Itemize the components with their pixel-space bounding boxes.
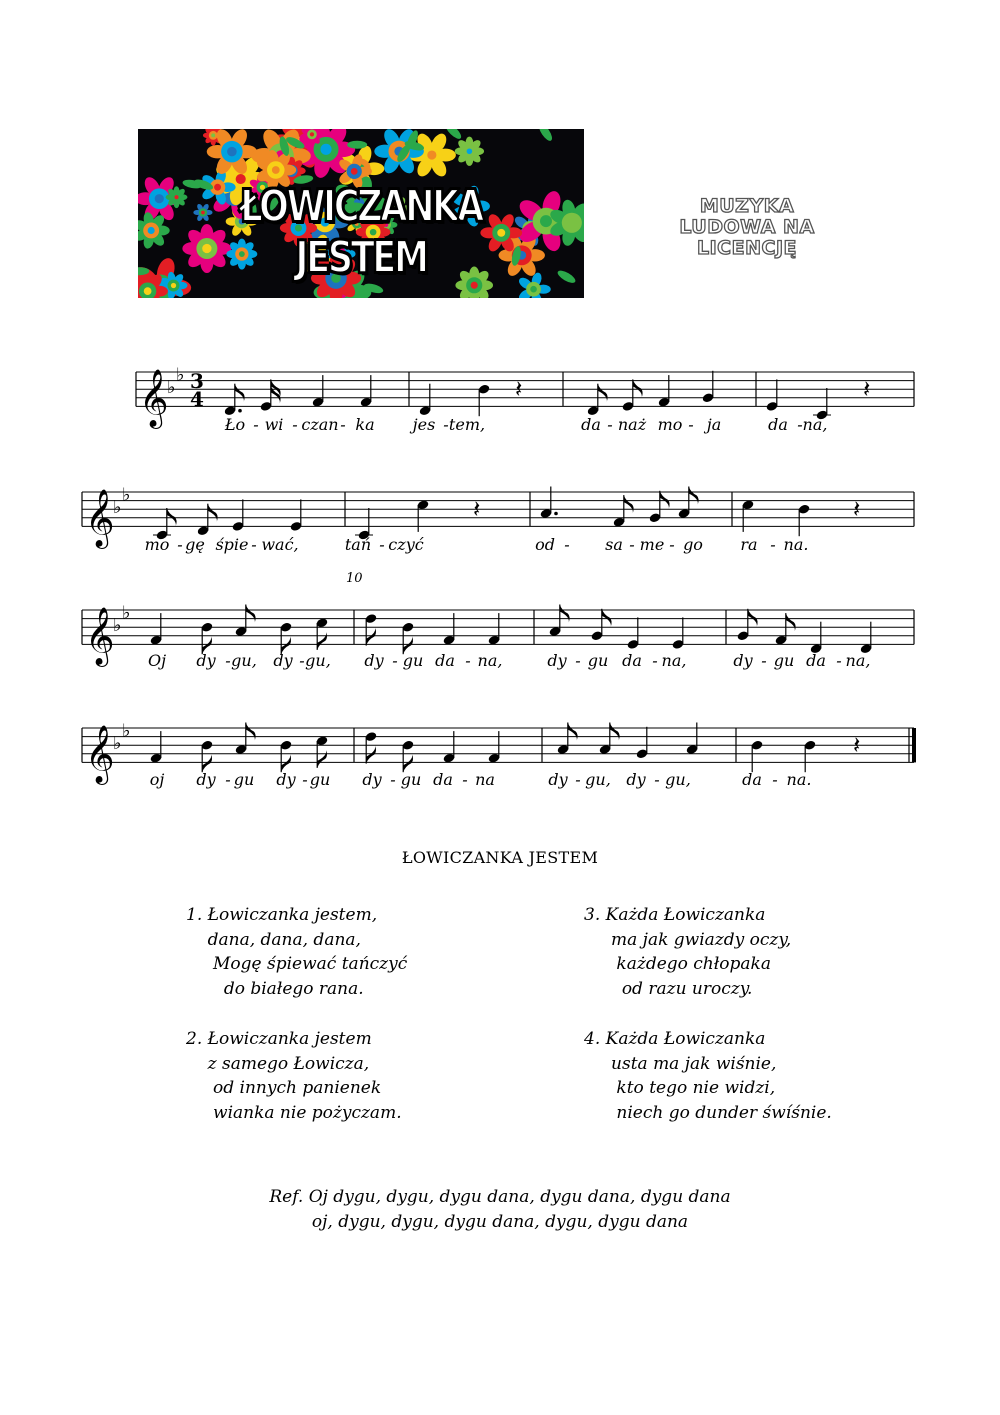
- staff-system: [82, 720, 916, 789]
- lyric-syllable: Oj: [147, 651, 167, 670]
- note: [742, 499, 755, 532]
- lyric-syllable: -: [225, 651, 231, 670]
- note: [549, 605, 570, 638]
- note: [360, 375, 373, 408]
- note: [804, 740, 817, 773]
- lyric-syllable: -: [299, 651, 305, 670]
- verse-line: wianka nie pożyczam.: [186, 1102, 402, 1123]
- lyric-syllable: da: [581, 415, 601, 434]
- lyric-syllable: dy: [273, 651, 293, 670]
- verse-line: Mogę śpiewać tańczyć: [186, 954, 408, 974]
- note: [260, 379, 281, 412]
- note: [702, 371, 715, 404]
- note-flag: [246, 605, 256, 623]
- note: [443, 613, 456, 646]
- verse-3: [584, 903, 791, 1001]
- note: [678, 487, 699, 520]
- note: [587, 384, 608, 417]
- note: [798, 504, 811, 537]
- lyric-syllable: da: [806, 651, 826, 670]
- lyric-syllable: -: [253, 415, 259, 434]
- lyric-syllable: go: [683, 535, 703, 554]
- flower-icon: [455, 137, 484, 166]
- banner-title: ŁOWICZANKA JESTEM: [240, 181, 482, 283]
- note-flag: [366, 628, 376, 646]
- lyric-syllable: -: [251, 535, 257, 554]
- lyric-syllable: gu: [309, 770, 331, 789]
- note-flag: [560, 605, 570, 623]
- lyric-syllable: -: [443, 415, 449, 434]
- lyric-syllable: gę: [185, 535, 205, 554]
- note: [201, 740, 214, 773]
- note: [591, 609, 612, 642]
- note: [613, 495, 634, 528]
- lyric-syllable: me: [639, 535, 665, 554]
- lyric-syllable: da: [435, 651, 455, 670]
- lyric-syllable: czan: [301, 415, 339, 434]
- lyric-syllable: na,: [477, 651, 503, 670]
- note: [365, 731, 378, 764]
- note-flag: [660, 491, 670, 509]
- lyric-syllable: -: [654, 770, 660, 789]
- lyric-syllable: -: [669, 535, 675, 554]
- verse-2: [186, 1027, 402, 1125]
- note: [316, 617, 329, 650]
- lyric-syllable: mo: [144, 535, 170, 554]
- flat-icon: ♭: [122, 484, 131, 506]
- verse-line: niech go dunder śwíśnie.: [584, 1102, 832, 1123]
- lyric-syllable: na.: [783, 535, 809, 554]
- lyric-syllable: czyć: [388, 535, 424, 554]
- lyric-syllable: dy: [276, 770, 296, 789]
- licence-logo: [662, 196, 832, 259]
- staff-system: [136, 364, 914, 434]
- lyric-syllable: da: [768, 415, 788, 434]
- lyric-syllable: -: [770, 535, 776, 554]
- note: [224, 384, 245, 417]
- lyric-syllable: dy: [548, 770, 568, 789]
- note: [312, 375, 325, 408]
- note-flag: [246, 723, 256, 741]
- verse-line: 3. Każda Łowiczanka: [584, 905, 766, 925]
- note-flag: [235, 384, 245, 402]
- note: [540, 487, 558, 520]
- lyric-syllable: -: [302, 770, 308, 789]
- note: [443, 731, 456, 764]
- verse-line: kto tego nie widzi,: [584, 1078, 776, 1098]
- lyric-syllable: -: [836, 651, 842, 670]
- note-flag: [598, 384, 608, 402]
- quarter-rest-icon: 𝄽: [853, 731, 861, 759]
- verse-line: dana, dana, dana,: [186, 929, 361, 950]
- lyric-syllable: na,: [845, 651, 871, 670]
- lyric-syllable: -: [225, 770, 231, 789]
- lyric-syllable: -: [772, 770, 778, 789]
- lyric-syllable: -: [340, 415, 346, 434]
- note: [488, 613, 501, 646]
- lyric-syllable: da: [433, 770, 453, 789]
- lyric-syllable: -: [797, 415, 803, 434]
- verse-line: usta ma jak wiśnie,: [584, 1053, 777, 1074]
- sheet-music: [0, 330, 1000, 800]
- note: [197, 504, 218, 537]
- note-flag: [317, 750, 327, 768]
- flat-icon: ♭: [176, 364, 185, 386]
- note: [599, 723, 620, 756]
- treble-clef-icon: 𝄞: [85, 606, 115, 665]
- note: [737, 609, 758, 642]
- lyric-syllable: gu,: [305, 651, 331, 670]
- lyric-syllable: sa: [605, 535, 623, 554]
- lyric-syllable: tań: [344, 535, 372, 554]
- verse-line: 2. Łowiczanka jestem: [186, 1029, 372, 1049]
- note-flag: [317, 632, 327, 650]
- note: [365, 613, 378, 646]
- lyric-syllable: gu: [400, 770, 422, 789]
- quarter-rest-icon: 𝄽: [473, 495, 481, 523]
- note: [488, 731, 501, 764]
- note: [658, 375, 671, 408]
- lyric-syllable: -: [392, 651, 398, 670]
- lyric-syllable: wać,: [261, 535, 299, 554]
- note: [636, 727, 649, 760]
- treble-clef-icon: 𝄞: [139, 368, 169, 427]
- chorus-line: Ref. Oj dygu, dygu, dygu dana, dygu dana, dygu dana: [269, 1187, 731, 1207]
- lyric-syllable: mo: [657, 415, 683, 434]
- flat-icon: ♭: [122, 720, 131, 742]
- note: [672, 617, 685, 650]
- lyric-syllable: gu,: [231, 651, 257, 670]
- leaf-icon: [556, 268, 577, 285]
- note-flag: [208, 504, 218, 522]
- lyric-syllable: da: [622, 651, 642, 670]
- note: [860, 622, 873, 655]
- lyric-syllable: dy: [196, 770, 216, 789]
- lyric-syllable: dy: [547, 651, 567, 670]
- note-flag: [689, 487, 699, 505]
- note-flag: [602, 609, 612, 627]
- verse-4: [584, 1027, 832, 1125]
- note-flag: [610, 723, 620, 741]
- treble-clef-icon: 𝄞: [85, 724, 115, 783]
- lyric-syllable: -: [688, 415, 694, 434]
- lyric-syllable: -: [462, 770, 468, 789]
- quarter-rest-icon: 𝄽: [853, 495, 861, 523]
- flat-icon: ♭: [113, 497, 122, 519]
- lyric-syllable: gu,: [585, 770, 611, 789]
- lyric-syllable: -: [177, 535, 183, 554]
- note: [751, 740, 764, 773]
- lyric-syllable: gu,: [665, 770, 691, 789]
- lyric-syllable: gu: [233, 770, 255, 789]
- note: [627, 617, 640, 650]
- lyric-syllable: dy: [196, 651, 216, 670]
- lyric-syllable: ja: [706, 415, 722, 434]
- verse-1: [186, 903, 407, 1001]
- flat-icon: ♭: [122, 602, 131, 624]
- note: [686, 723, 699, 756]
- lyric-syllable: na,: [802, 415, 828, 434]
- flat-icon: ♭: [113, 733, 122, 755]
- flat-icon: ♭: [167, 377, 176, 399]
- note: [557, 723, 578, 756]
- licence-line: LICENCJĘ: [697, 237, 797, 259]
- lyric-syllable: da: [742, 770, 762, 789]
- lyric-syllable: -: [292, 415, 298, 434]
- note-flag: [624, 495, 634, 513]
- note: [417, 499, 430, 532]
- time-signature-top: 3: [190, 369, 204, 393]
- note: [235, 723, 256, 756]
- lyric-syllable: dy: [626, 770, 646, 789]
- lyric-syllable: ka: [355, 415, 375, 434]
- song-title: ŁOWICZANKA JESTEM: [401, 848, 599, 867]
- note: [150, 613, 163, 646]
- note: [150, 731, 163, 764]
- note-flag: [167, 508, 177, 526]
- verse-line: każdego chłopaka: [584, 954, 771, 974]
- chorus: [0, 1185, 1000, 1235]
- note: [235, 605, 256, 638]
- flat-icon: ♭: [113, 615, 122, 637]
- note: [201, 622, 214, 655]
- lyric-syllable: dy: [364, 651, 384, 670]
- note-flag: [786, 613, 796, 631]
- note: [478, 384, 491, 417]
- staff-system: [82, 484, 914, 554]
- chorus-line: oj, dygu, dygu, dygu dana, dygu, dygu dana: [311, 1212, 689, 1232]
- lyric-syllable: na,: [661, 651, 687, 670]
- note: [649, 491, 670, 524]
- lyric-syllable: -: [575, 770, 581, 789]
- lyric-syllable: -: [564, 535, 570, 554]
- quarter-rest-icon: 𝄽: [863, 375, 871, 403]
- leaf-icon: [443, 129, 463, 141]
- note-flag: [633, 379, 643, 397]
- verse-line: od razu uroczy.: [584, 978, 753, 999]
- licence-line: MUZYKA: [699, 195, 795, 217]
- lyric-syllable: -: [629, 535, 635, 554]
- leaf-icon: [537, 129, 555, 143]
- lyric-syllable: od: [535, 535, 555, 554]
- verse-line: od innych panienek: [186, 1078, 382, 1098]
- note: [622, 379, 643, 412]
- time-signature-bottom: 4: [190, 387, 204, 411]
- lyric-syllable: śpie: [215, 535, 249, 554]
- staff-system: [82, 571, 914, 670]
- note: [280, 622, 293, 655]
- note-flag: [568, 723, 578, 741]
- lyric-syllable: -: [379, 535, 385, 554]
- treble-clef-icon: 𝄞: [85, 488, 115, 547]
- verse-line: ma jak gwiazdy oczy,: [584, 929, 792, 950]
- lyric-syllable: ra: [740, 535, 758, 554]
- note: [810, 622, 823, 655]
- final-barline-thick: [912, 728, 916, 762]
- lyric-syllable: -: [390, 770, 396, 789]
- lyric-syllable: -: [465, 651, 471, 670]
- lyric-syllable: -: [607, 415, 613, 434]
- verse-line: z samego Łowicza,: [186, 1053, 370, 1074]
- augmentation-dot: [554, 512, 558, 516]
- note: [316, 735, 329, 768]
- verse-line: do białego rana.: [186, 978, 364, 999]
- lyric-syllable: dy: [362, 770, 382, 789]
- lyric-syllable: tem,: [448, 415, 486, 434]
- lyric-syllable: jes: [412, 415, 436, 434]
- licence-line: LUDOWA NA: [679, 216, 815, 238]
- lyric-syllable: gu: [402, 651, 424, 670]
- note: [402, 740, 415, 773]
- note: [232, 499, 245, 532]
- note: [419, 384, 432, 417]
- lyric-syllable: -: [652, 651, 658, 670]
- lyric-syllable: -: [761, 651, 767, 670]
- leaf-icon: [347, 141, 367, 149]
- measure-number: 10: [346, 571, 363, 586]
- note: [290, 499, 303, 532]
- verse-line: 4. Każda Łowiczanka: [584, 1029, 766, 1049]
- note: [280, 740, 293, 773]
- title-banner: [138, 129, 584, 298]
- lyric-syllable: naż: [617, 415, 647, 434]
- lyric-syllable: gu: [773, 651, 795, 670]
- quarter-rest-icon: 𝄽: [515, 375, 523, 403]
- verse-line: 1. Łowiczanka jestem,: [186, 905, 378, 925]
- lyric-syllable: oj: [149, 770, 165, 789]
- lyric-syllable: na: [475, 770, 495, 789]
- note-flag: [748, 609, 758, 627]
- note: [402, 622, 415, 655]
- lyric-syllable: wi: [264, 415, 284, 434]
- lyric-syllable: dy: [733, 651, 753, 670]
- augmentation-dot: [238, 409, 242, 413]
- lyric-syllable: na.: [786, 770, 812, 789]
- note: [775, 613, 796, 646]
- lyric-syllable: Ło: [224, 415, 246, 434]
- lyric-syllable: gu: [587, 651, 609, 670]
- note-flag: [366, 746, 376, 764]
- lyric-syllable: -: [575, 651, 581, 670]
- note: [766, 379, 779, 412]
